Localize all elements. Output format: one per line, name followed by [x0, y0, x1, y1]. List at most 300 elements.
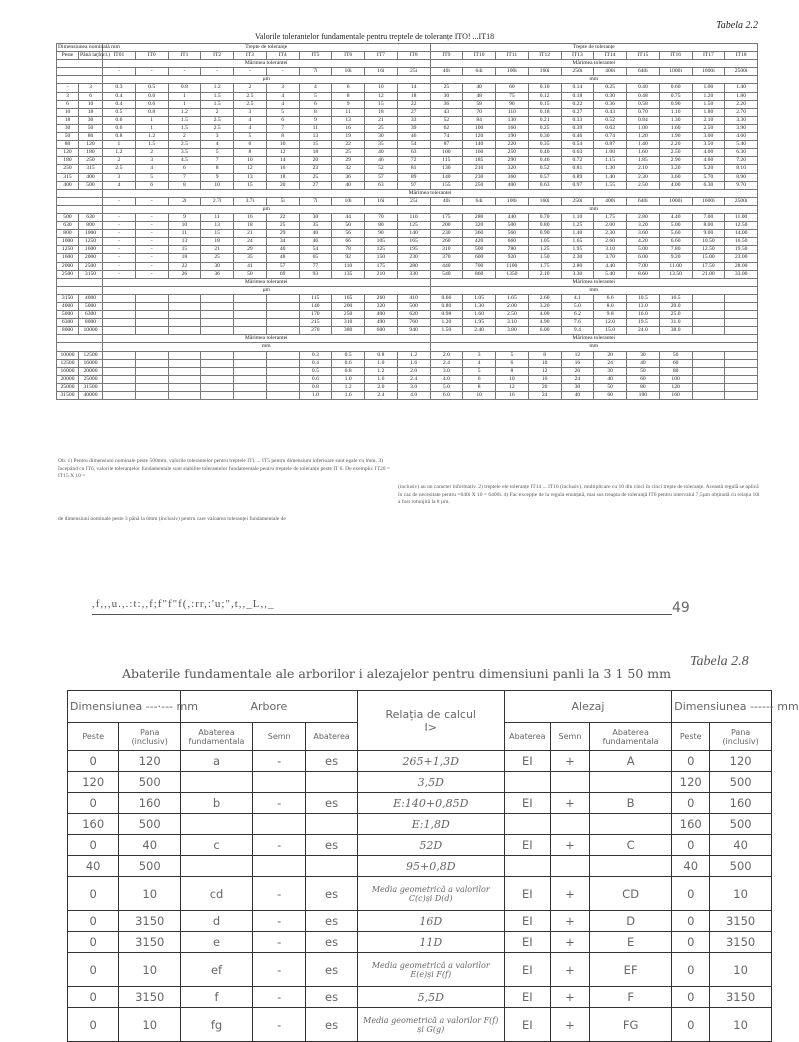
table-cell: 210: [365, 270, 398, 278]
table-cell: [201, 303, 234, 311]
table-cell: 31.0: [659, 319, 692, 327]
table-cell: [135, 359, 168, 367]
pana-right-cell: 10: [710, 953, 772, 987]
table-cell: 5: [266, 108, 299, 116]
table-cell: [266, 367, 299, 375]
table-cell: 2.4: [397, 375, 430, 383]
table-cell: 2.30: [594, 230, 627, 238]
table-cell: 22: [397, 100, 430, 108]
alezaj-abaterea-cell: EI: [504, 835, 550, 856]
table-cell: 20000: [57, 375, 79, 383]
table-cell: 6: [79, 92, 103, 100]
tolerance-row: [57, 238, 758, 246]
alezaj-abatere-cell: B: [590, 793, 672, 814]
table-cell: 130: [430, 165, 463, 173]
table-cell: 2.50: [496, 311, 529, 319]
table-cell: [103, 311, 136, 319]
grade-header: IT11: [496, 52, 529, 60]
table-cell: 74: [430, 133, 463, 141]
table-cell: 11: [168, 230, 201, 238]
table-cell: [135, 294, 168, 302]
table-cell: 13: [299, 133, 332, 141]
table-cell: 24.0: [627, 327, 660, 335]
multiplier-cell: 160i: [528, 68, 561, 76]
peste-cell: 0: [68, 911, 119, 932]
table-cell: 2.10: [692, 116, 725, 124]
table-cell: 10: [234, 157, 267, 165]
table-cell: 2.10: [528, 270, 561, 278]
table-cell: 6: [496, 359, 529, 367]
table-cell: [725, 319, 758, 327]
header-dimensions-right: Dimensiunea ------ mm: [672, 691, 772, 723]
relatia-cell: E:1,8D: [357, 814, 504, 835]
blank: [57, 68, 103, 76]
table-cell: 50: [79, 124, 103, 132]
peste-right-cell: 0: [672, 987, 710, 1008]
table-cell: 21.00: [692, 270, 725, 278]
table-cell: 1.0: [299, 392, 332, 400]
table-cell: 14.00: [725, 230, 758, 238]
table-cell: 0.8: [168, 84, 201, 92]
table-cell: 1600: [79, 246, 103, 254]
table-cell: 40: [266, 246, 299, 254]
table-cell: 23: [299, 165, 332, 173]
table-cell: [725, 367, 758, 375]
tolerance-row: [57, 270, 758, 278]
tolerance-row: [57, 100, 758, 108]
table-cell: 0.46: [561, 133, 594, 141]
sub-peste: Peste: [68, 723, 119, 751]
table-cell: -: [135, 262, 168, 270]
table-cell: 2: [168, 133, 201, 141]
table-cell: 3150: [57, 294, 79, 302]
table-cell: 10: [201, 181, 234, 189]
arbore-abaterea-cell: es: [306, 953, 357, 987]
table-cell: 1.25: [561, 222, 594, 230]
table-cell: -: [103, 230, 136, 238]
multiplier-cell: -: [103, 68, 136, 76]
table-cell: 92: [332, 254, 365, 262]
table-cell: 4000: [79, 294, 103, 302]
table-cell: 8: [496, 367, 529, 375]
table-cell: 1.95: [561, 246, 594, 254]
alezaj-semn-cell: +: [550, 987, 589, 1008]
pana-cell: 10: [119, 1008, 181, 1042]
table-cell: 250: [496, 149, 529, 157]
alezaj-semn-cell: +: [550, 793, 589, 814]
table-cell: 27: [397, 108, 430, 116]
table-cell: 34: [266, 238, 299, 246]
multiplier-cell: 3.7i: [234, 197, 267, 205]
table-cell: 2.40: [463, 327, 496, 335]
table-cell: 3: [57, 92, 79, 100]
table-cell: 35: [299, 222, 332, 230]
alezaj-abaterea-cell: EI: [504, 1008, 550, 1042]
table-cell: 1.25: [528, 246, 561, 254]
table-cell: 25: [365, 124, 398, 132]
table-cell: 2.5: [201, 124, 234, 132]
table-cell: 9: [168, 213, 201, 221]
table-cell: 10.5: [627, 294, 660, 302]
table-cell: 0.8: [365, 351, 398, 359]
table-cell: 40: [299, 230, 332, 238]
alezaj-semn-cell: +: [550, 911, 589, 932]
table-cell: 16: [496, 392, 529, 400]
table-row: [68, 953, 772, 987]
tolerance-row: [57, 108, 758, 116]
marimea-left: Mărimea tolerantei: [103, 278, 431, 286]
sub-abaterea-fundamentala-alezaj: Abaterea fundamentala: [590, 723, 672, 751]
table-cell: 3150: [79, 270, 103, 278]
table-cell: 5: [299, 92, 332, 100]
table-cell: 1.60: [627, 149, 660, 157]
table-cell: 12.0: [594, 319, 627, 327]
multiplier-cell: 64i: [463, 68, 496, 76]
table-cell: 150: [365, 254, 398, 262]
table-cell: 20: [561, 367, 594, 375]
arbore-abaterea-cell: [306, 772, 357, 793]
table-cell: [201, 359, 234, 367]
table-cell: 0.6: [103, 124, 136, 132]
table-cell: 4.1: [561, 294, 594, 302]
table-cell: 12: [365, 92, 398, 100]
table-cell: 10: [496, 375, 529, 383]
table-cell: 4.20: [627, 238, 660, 246]
table-cell: 18: [57, 116, 79, 124]
table-cell: 1.10: [561, 213, 594, 221]
table-row: [68, 835, 772, 856]
table-cell: 5.0: [561, 303, 594, 311]
table-cell: 0.40: [627, 84, 660, 92]
table-cell: 0.5: [135, 84, 168, 92]
tolerance-row: [57, 84, 758, 92]
table-cell: [234, 383, 267, 391]
table-cell: 2.60: [594, 238, 627, 246]
multiplier-cell: 1000i: [659, 197, 692, 205]
table-cell: 40: [561, 392, 594, 400]
table-cell: 3: [79, 84, 103, 92]
table-cell: 3: [463, 351, 496, 359]
table-cell: 3.60: [659, 173, 692, 181]
table-cell: 25000: [79, 375, 103, 383]
table-cell: 3.10: [594, 246, 627, 254]
table-cell: 18: [201, 238, 234, 246]
table-cell: 7.80: [659, 246, 692, 254]
table-cell: 280: [463, 213, 496, 221]
table-cell: 25.0: [659, 311, 692, 319]
alezaj-abaterea-cell: EI: [504, 987, 550, 1008]
relatia-cell: Media geometrică a valorilor F(f) și G(g): [357, 1008, 504, 1042]
table-cell: 13.0: [627, 303, 660, 311]
multiplier-cell: -: [135, 197, 168, 205]
table-cell: 25: [430, 84, 463, 92]
pana-cell: 3150: [119, 911, 181, 932]
table-cell: 1.20: [627, 133, 660, 141]
table-cell: 6.0: [430, 392, 463, 400]
table-cell: 16.5: [659, 294, 692, 302]
table-cell: 1000: [57, 238, 79, 246]
table-cell: 30: [627, 351, 660, 359]
table-cell: 29: [332, 157, 365, 165]
peste-cell: 40: [68, 856, 119, 877]
table-cell: -: [135, 213, 168, 221]
table-row: [68, 987, 772, 1008]
table-cell: 8.0: [594, 303, 627, 311]
unit-row-3: [57, 286, 758, 294]
table-cell: [234, 327, 267, 335]
table-row: [68, 877, 772, 911]
table-cell: 310: [332, 319, 365, 327]
table-cell: [234, 294, 267, 302]
table-cell: 21: [234, 230, 267, 238]
table-cell: 4: [234, 116, 267, 124]
arbore-abatere-cell: d: [181, 911, 253, 932]
alezaj-abaterea-cell: EI: [504, 932, 550, 953]
table-cell: 0.30: [594, 92, 627, 100]
table-cell: 26: [168, 270, 201, 278]
arbore-abatere-cell: [181, 772, 253, 793]
table-cell: 400: [496, 181, 529, 189]
table-cell: 2.0: [365, 383, 398, 391]
table-cell: 1.50: [692, 100, 725, 108]
table-cell: 6: [299, 100, 332, 108]
table-cell: 165: [397, 238, 430, 246]
table-cell: 1.00: [627, 124, 660, 132]
table-cell: 2.10: [627, 165, 660, 173]
alezaj-abatere-cell: [590, 772, 672, 793]
alezaj-semn-cell: +: [550, 751, 589, 772]
table-cell: 3.90: [725, 124, 758, 132]
table-cell: 30: [365, 133, 398, 141]
table-cell: 75: [496, 92, 529, 100]
table-cell: 36: [332, 173, 365, 181]
table-cell: 31500: [57, 392, 79, 400]
table-cell: 46: [397, 133, 430, 141]
table-cell: 155: [430, 181, 463, 189]
table-cell: 2: [201, 108, 234, 116]
table-cell: 0.66: [430, 294, 463, 302]
table-cell: 1: [135, 116, 168, 124]
table-cell: 215: [299, 319, 332, 327]
table-cell: 35: [234, 254, 267, 262]
table-cell: 60: [496, 84, 529, 92]
table-cell: 30: [594, 367, 627, 375]
table-cell: [168, 367, 201, 375]
table-cell: 6: [234, 141, 267, 149]
table-cell: 2.5: [234, 92, 267, 100]
table-cell: 10: [79, 100, 103, 108]
alezaj-semn-cell: +: [550, 877, 589, 911]
table-cell: 1.2: [201, 84, 234, 92]
marimea-left: Mărimea tolerantei: [103, 335, 431, 343]
table-cell: 3.20: [659, 165, 692, 173]
arbore-abaterea-cell: es: [306, 751, 357, 772]
table-cell: 80: [659, 367, 692, 375]
table-cell: 50: [234, 270, 267, 278]
table-cell: 0.33: [561, 116, 594, 124]
multiplier-cell: 5i: [266, 197, 299, 205]
table-cell: 12500: [79, 351, 103, 359]
table-cell: [725, 392, 758, 400]
table-cell: 4.00: [528, 311, 561, 319]
marimea-left: Mărimea tolerantei: [103, 60, 431, 68]
arbore-abaterea-cell: es: [306, 793, 357, 814]
table-cell: 12.50: [725, 222, 758, 230]
tolerance-row: [57, 230, 758, 238]
table-cell: 21: [365, 116, 398, 124]
table-cell: 10: [57, 108, 79, 116]
table-cell: 0.3: [103, 84, 136, 92]
peste-right-cell: 160: [672, 814, 710, 835]
table-cell: [234, 359, 267, 367]
table-cell: 2.20: [659, 141, 692, 149]
table-cell: 165: [332, 294, 365, 302]
tolerance-row: [57, 327, 758, 335]
table-cell: 8.90: [725, 173, 758, 181]
table-cell: 2.50: [692, 124, 725, 132]
table-cell: 9: [201, 173, 234, 181]
multiplier-cell: 10i: [332, 68, 365, 76]
table-cell: [266, 359, 299, 367]
table-cell: 52: [365, 165, 398, 173]
header-relatia: Relația de calcul I>: [357, 691, 504, 751]
multiplier-cell: -: [266, 68, 299, 76]
table-cell: 420: [463, 238, 496, 246]
table-cell: 600: [463, 254, 496, 262]
pana-right-cell: 40: [710, 835, 772, 856]
table-cell: 230: [397, 254, 430, 262]
table-cell: 80: [57, 141, 79, 149]
table-cell: 9: [332, 100, 365, 108]
table-cell: 11.00: [725, 213, 758, 221]
table-cell: 41: [234, 262, 267, 270]
table-cell: 11.00: [659, 262, 692, 270]
arbore-abaterea-cell: [306, 856, 357, 877]
table-cell: 1: [135, 124, 168, 132]
table-cell: 100: [659, 375, 692, 383]
table-cell: 5000: [79, 303, 103, 311]
table-cell: 0.87: [594, 141, 627, 149]
table-cell: 9.70: [725, 181, 758, 189]
table-cell: 43: [430, 108, 463, 116]
table-cell: 1.5: [168, 116, 201, 124]
grade-header: IT2: [201, 52, 234, 60]
alezaj-abatere-cell: CD: [590, 877, 672, 911]
table-cell: 0.22: [561, 100, 594, 108]
table-cell: [103, 367, 136, 375]
table-cell: 9.4: [561, 327, 594, 335]
table-cell: 7: [168, 173, 201, 181]
table-cell: 3.50: [692, 141, 725, 149]
table-2-2-footnote-right: (inclusiv) au un caracter informativ. 2) treptele ele toleranțe IT14 ... IT16 (inclusiv). multiplicare cu 10 din cinci în cinci trepte de toleranțe. Această regulă se aplică în caz de necesitate pentru =640i X 10 = 6400i. 4) Fac excepție de la regula enunțată, mai sus treapta de toleranță IT6 pentru intervalul 7,5µm obținută cu relația 10i a fost rotunjită la 8 µm.: [398, 484, 760, 505]
table-cell: 30: [561, 383, 594, 391]
table-cell: 18: [299, 149, 332, 157]
tolerance-row: [57, 375, 758, 383]
unit-um: µm: [103, 286, 431, 294]
alezaj-abaterea-cell: EI: [504, 877, 550, 911]
arbore-semn-cell: -: [252, 1008, 305, 1042]
table-cell: 20: [594, 351, 627, 359]
table-cell: 195: [397, 246, 430, 254]
table-cell: 8000: [79, 319, 103, 327]
table-cell: 8000: [57, 327, 79, 335]
table-cell: [201, 375, 234, 383]
table-cell: 5: [201, 149, 234, 157]
grade-header: IT12: [528, 52, 561, 60]
sub-pana: Pana (inclusiv): [119, 723, 181, 751]
table-cell: 0.72: [561, 157, 594, 165]
alezaj-semn-cell: +: [550, 1008, 589, 1042]
table-cell: 48: [266, 254, 299, 262]
peste-right-cell: 0: [672, 751, 710, 772]
table-cell: 15: [234, 181, 267, 189]
multiplier-cell: 640i: [627, 68, 660, 76]
table-cell: 1.30: [594, 165, 627, 173]
table-cell: 1: [168, 92, 201, 100]
alezaj-semn-cell: +: [550, 953, 589, 987]
table-cell: 0.8: [332, 367, 365, 375]
table-cell: 6: [168, 165, 201, 173]
table-cell: 1.00: [594, 149, 627, 157]
table-cell: 360: [496, 173, 529, 181]
blank: [57, 343, 103, 351]
table-cell: 500: [79, 181, 103, 189]
alezaj-abaterea-cell: [504, 856, 550, 877]
blank: [57, 197, 103, 205]
table-cell: 110: [332, 262, 365, 270]
table-cell: 10: [168, 222, 201, 230]
table-cell: 8: [201, 165, 234, 173]
peste-right-cell: 0: [672, 793, 710, 814]
header-row-3: [57, 60, 758, 68]
table-cell: 3.10: [496, 319, 529, 327]
fundamental-deviations-table-2-8: [67, 690, 799, 1042]
table-cell: 0.4: [103, 100, 136, 108]
table-cell: 1.2: [397, 351, 430, 359]
table-cell: 4.40: [659, 213, 692, 221]
table-cell: 13: [201, 222, 234, 230]
tolerance-row: [57, 262, 758, 270]
table-cell: 1.55: [594, 181, 627, 189]
table-cell: 2.50: [627, 181, 660, 189]
table-cell: -: [103, 254, 136, 262]
table-cell: 18: [365, 108, 398, 116]
table-cell: 400: [57, 181, 79, 189]
table-cell: 2.30: [627, 173, 660, 181]
table-cell: 46: [365, 157, 398, 165]
table-cell: 22: [266, 213, 299, 221]
table-cell: 180: [79, 149, 103, 157]
table-cell: 20000: [79, 367, 103, 375]
table-cell: 5000: [57, 311, 79, 319]
table-cell: 30: [79, 116, 103, 124]
tolerance-row: [57, 319, 758, 327]
band-row: [57, 189, 758, 197]
table-cell: -: [135, 254, 168, 262]
table-cell: 3.60: [627, 230, 660, 238]
table-cell: 48: [463, 92, 496, 100]
pana-header: Până la(Incl.): [80, 52, 111, 59]
arbore-semn-cell: -: [252, 877, 305, 911]
table-cell: 50: [594, 383, 627, 391]
table-cell: 2.80: [627, 213, 660, 221]
table-cell: 2500: [57, 270, 79, 278]
table-cell: 6: [135, 181, 168, 189]
pana-right-cell: 120: [710, 751, 772, 772]
table-cell: 7.00: [627, 262, 660, 270]
table-cell: [201, 383, 234, 391]
table-cell: 5.0: [430, 383, 463, 391]
